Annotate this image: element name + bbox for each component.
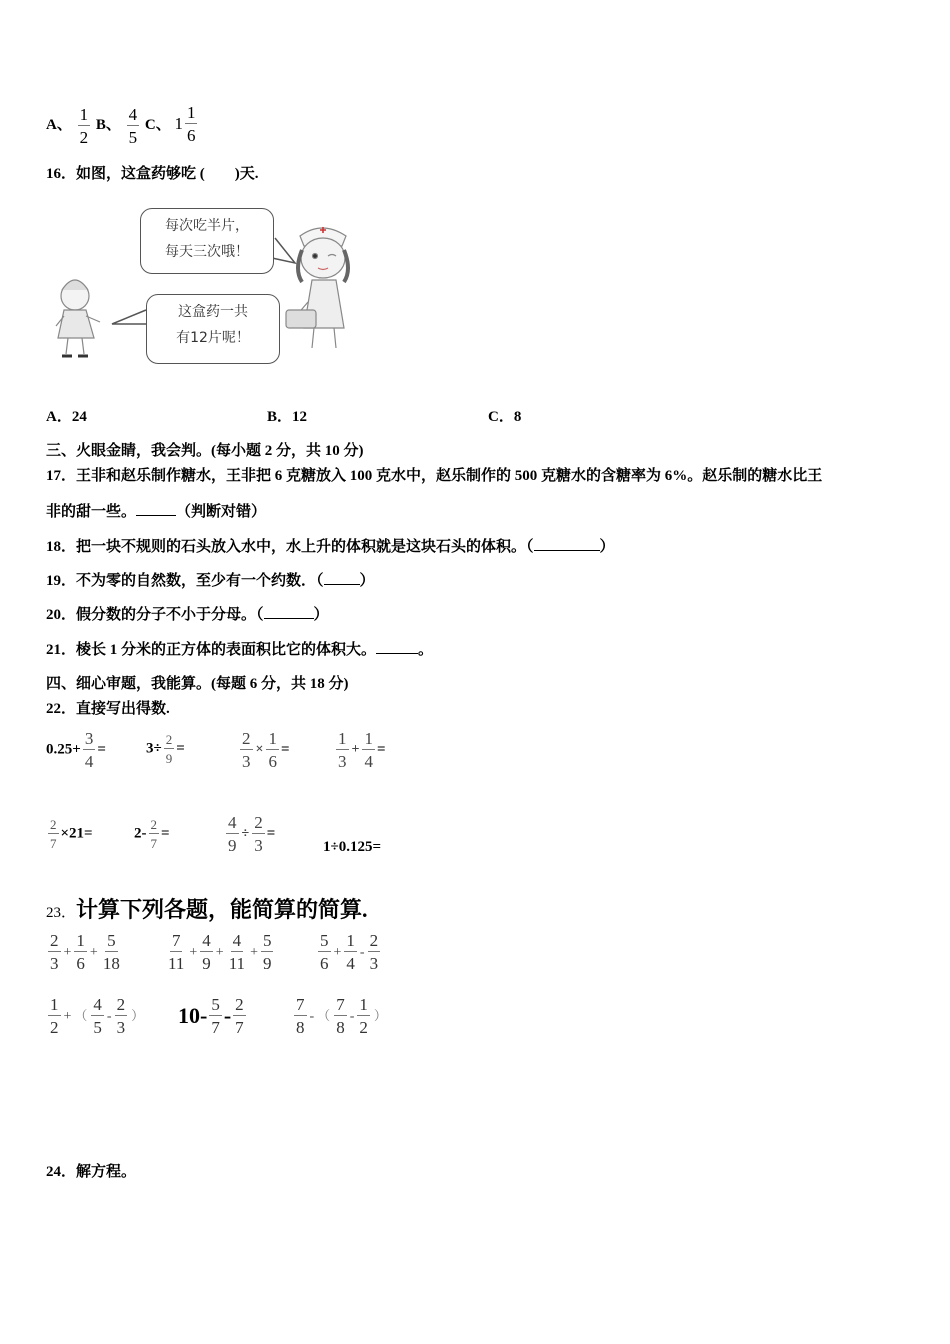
- q23-expr-6: $\frac{7}{8}$ - （ $\frac{7}{8}$ - $\frac{1}{2}$ ）: [296, 995, 387, 1037]
- q20-question: 20．假分数的分子不小于分母。（ ）: [46, 603, 329, 624]
- q22-expr-7: $\frac{4}{9}$ ÷ $\frac{2}{3}$ =: [228, 813, 276, 855]
- q15-options: [46, 104, 199, 146]
- operator: -: [359, 944, 365, 960]
- q15-option-b-label: B、: [95, 117, 121, 133]
- fraction: $\frac{1}{4}$: [346, 931, 355, 973]
- q22-expr-8: 1÷0.125=: [323, 839, 382, 855]
- fraction: $\frac{5}{18}$: [102, 931, 120, 973]
- nurse-speech-line-2: 每天三次哦！: [165, 244, 249, 260]
- q22-expr-4: $\frac{1}{3}$ + $\frac{1}{4}$ =: [338, 729, 386, 771]
- section4-title: 四、细心审题，我能算。(每题 6 分，共 18 分): [46, 676, 349, 692]
- operator: +: [89, 944, 98, 960]
- medicine-illustration: [50, 198, 370, 378]
- operator: +: [63, 944, 72, 960]
- q15-option-b-fraction: $\frac{4}{5}$: [128, 104, 138, 147]
- nurse-speech-bubble: [140, 208, 274, 274]
- q18-answer-blank[interactable]: [534, 536, 600, 551]
- fraction: $\frac{4}{9}$: [202, 931, 211, 973]
- q21-answer-blank[interactable]: [376, 639, 418, 654]
- operator: +: [250, 944, 258, 960]
- operator: +: [333, 944, 342, 960]
- q17-answer-blank[interactable]: [136, 501, 176, 516]
- fraction: $\frac{5}{9}$: [262, 931, 272, 973]
- nurse-figure: [286, 227, 348, 348]
- q22-expr-1: 0.25+ $\frac{3}{4}$ =: [46, 729, 106, 771]
- section3-title: 三、火眼金睛，我会判。(每小题 2 分，共 10 分): [46, 443, 364, 459]
- child-figure: [56, 280, 100, 356]
- q23-expr-5: 10- $\frac{5}{7}$ - $\frac{2}{7}$: [178, 995, 244, 1037]
- fraction: $\frac{2}{3}$: [50, 931, 59, 973]
- q22-title: 22．直接写出得数.: [46, 701, 170, 717]
- q16-option-c: C．8: [488, 409, 522, 425]
- child-speech-line-1: 这盒药一共: [178, 304, 248, 320]
- q23-title: 计算下列各题，能简算的简算.: [76, 897, 368, 922]
- q15-option-a-label: A、: [46, 117, 72, 133]
- q23-expr-3: [316, 932, 382, 972]
- q21-question: 21．棱长 1 分米的正方体的表面积比它的体积大。 。: [46, 638, 433, 659]
- q16-question: 16．如图，这盒药够吃 ( )天.: [46, 166, 259, 182]
- q15-option-c-label: C、: [144, 117, 171, 133]
- q22-expr-3: $\frac{2}{3}$ × $\frac{1}{6}$ =: [242, 729, 290, 771]
- operator: +: [215, 944, 224, 960]
- fraction: $\frac{4}{11}$: [228, 931, 246, 973]
- q23-expr-4: $\frac{1}{2}$ + （ $\frac{4}{5}$ - $\frac{2}{3}$ ）: [50, 995, 145, 1037]
- fraction: $\frac{7}{11}$: [168, 931, 185, 973]
- q20-answer-blank[interactable]: [264, 604, 314, 619]
- child-speech-bubble: [146, 294, 280, 364]
- q19-question: 19．不为零的自然数，至少有一个约数．（ ）: [46, 569, 375, 590]
- q18-question: 18．把一块不规则的石头放入水中，水上升的体积就是这块石头的体积。（ ）: [46, 535, 615, 556]
- q19-answer-blank[interactable]: [324, 570, 360, 585]
- q15-option-a-fraction: $\frac{1}{2}$: [79, 104, 89, 147]
- operator: +: [189, 944, 198, 960]
- q24-question: 24．解方程。: [46, 1164, 137, 1180]
- q15-option-c-mixed-number: 1 $\frac{1}{6}$: [174, 103, 196, 145]
- q23-expr-1: [46, 932, 124, 972]
- q16-option-b: B．12: [267, 409, 308, 425]
- fraction: $\frac{2}{3}$: [369, 931, 379, 973]
- q16-option-a: A．24: [46, 409, 87, 425]
- q22-expr-6: 2- $\frac{2}{7}$ =: [134, 817, 170, 851]
- q23-expr-2: [164, 932, 275, 972]
- q23-heading: [46, 893, 368, 924]
- nurse-speech-line-1: 每次吃半片，: [165, 218, 249, 234]
- fraction: $\frac{1}{6}$: [76, 931, 85, 973]
- q23-number: 23．: [46, 905, 77, 921]
- q17-line-1: 17．王非和赵乐制作糖水，王非把 6 克糖放入 100 克水中，赵乐制作的 500 克糖水的含糖率为 6%。赵乐制的糖水比王: [46, 468, 823, 484]
- child-speech-line-2: 有12片呢！: [176, 330, 250, 346]
- fraction: $\frac{5}{6}$: [320, 931, 329, 973]
- q17-line-2: 非的甜一些。 （判断对错）: [46, 500, 266, 521]
- q22-expr-2: 3÷ $\frac{2}{9}$ =: [146, 732, 185, 766]
- q22-expr-5: $\frac{2}{7}$ ×21=: [50, 817, 93, 851]
